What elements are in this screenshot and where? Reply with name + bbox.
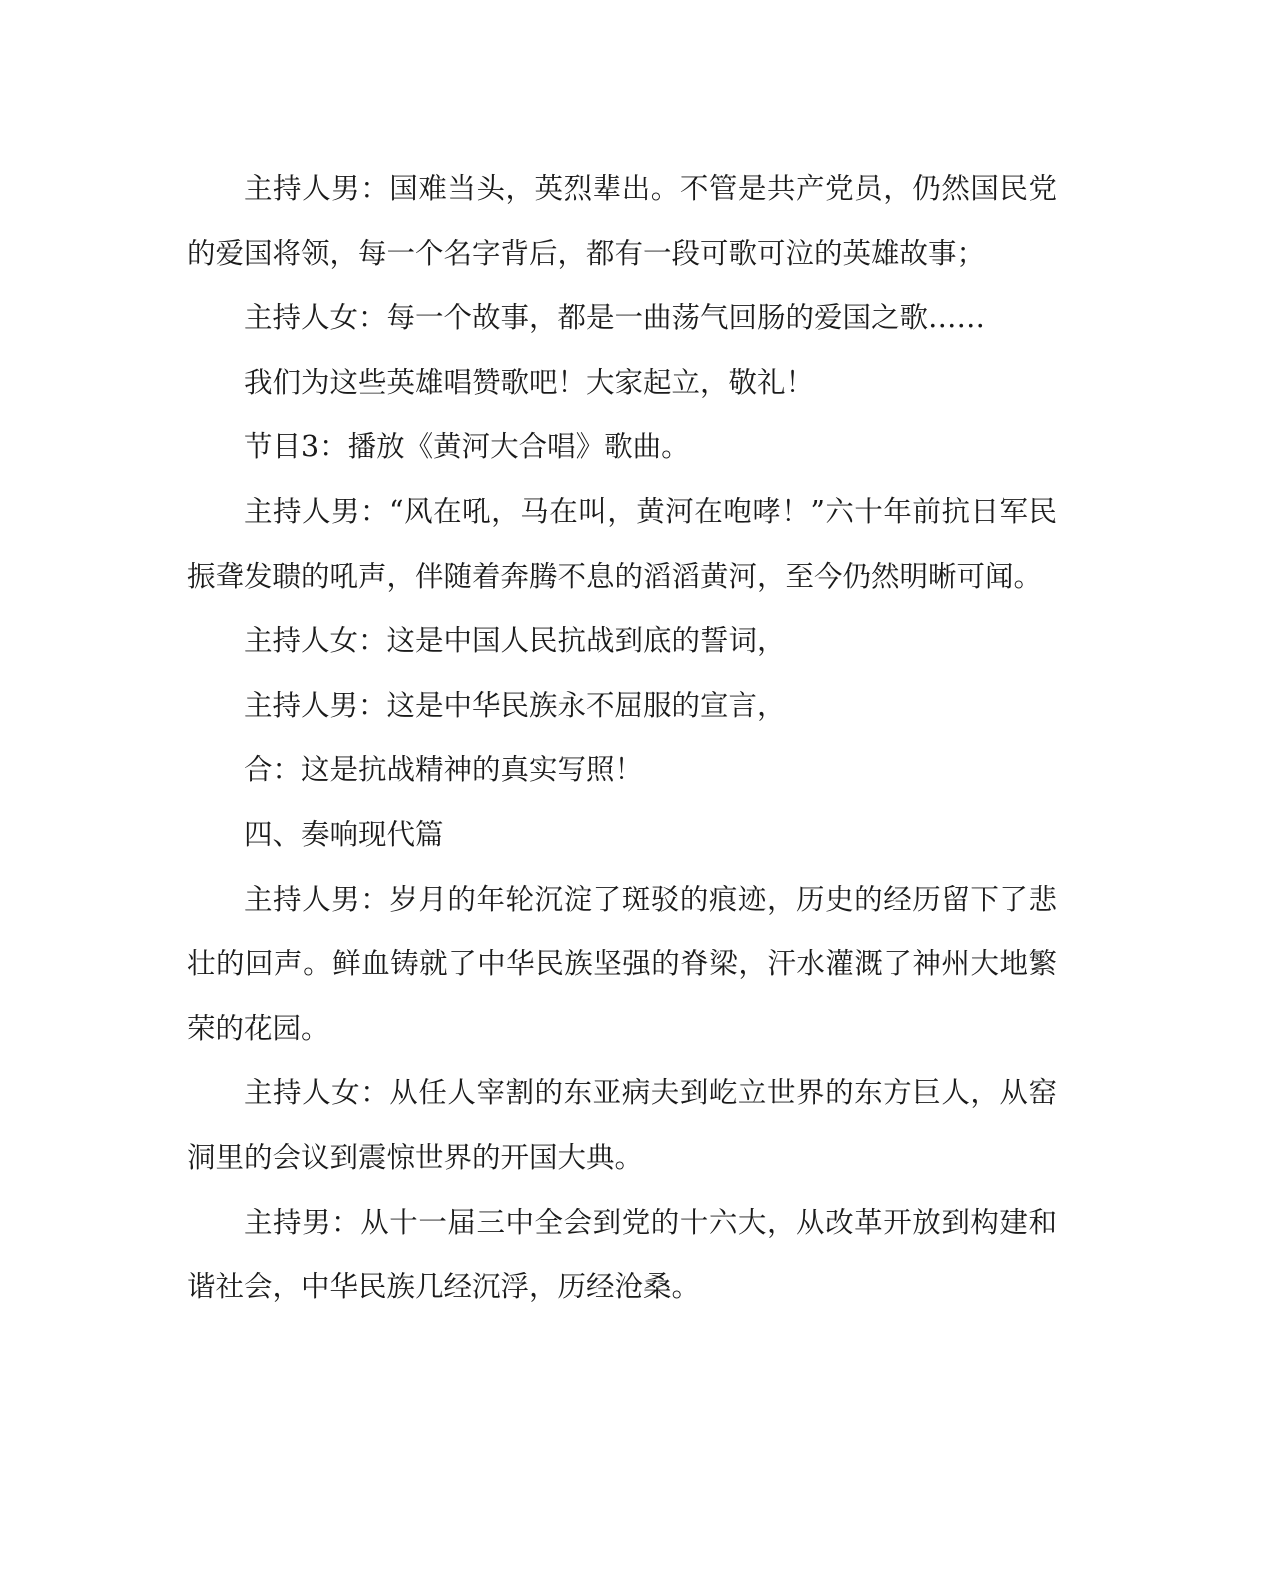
- document-body: [187, 157, 1057, 1320]
- section-heading-modern: 四、奏响现代篇: [244, 817, 444, 851]
- paragraph-host-female-story: 主持人女：每一个故事，都是一曲荡气回肠的爱国之歌……: [244, 301, 986, 335]
- paragraph-host-male-yellow-river: 主持人男：“风在吼，马在叫，黄河在咆哮！”六十年前抗日军民振聋发聩的吼声，伴随着奔腾不息的滔滔黄河，至今仍然明晰可闻。: [187, 494, 1057, 593]
- paragraph-together: 合：这是抗战精神的真实写照！: [244, 753, 644, 787]
- paragraph-host-male-declaration: 主持人男：这是中华民族永不屈服的宣言，: [244, 688, 786, 722]
- paragraph-host-male-years: 主持人男：岁月的年轮沉淀了斑驳的痕迹，历史的经历留下了悲壮的回声。鲜血铸就了中华民族坚强的脊梁，汗水灌溉了神州大地繁荣的花园。: [187, 882, 1057, 1045]
- paragraph-program-3: 节目3：播放《黄河大合唱》歌曲。: [244, 430, 690, 464]
- paragraph-host-male-heroes: 主持人男：国难当头，英烈辈出。不管是共产党员，仍然国民党的爱国将领，每一个名字背后，都有一段可歌可泣的英雄故事；: [187, 172, 1057, 270]
- paragraph-host-female-oath: 主持人女：这是中国人民抗战到底的誓词，: [244, 624, 786, 658]
- paragraph-host-female-giant: 主持人女：从任人宰割的东亚病夫到屹立世界的东方巨人，从窑洞里的会议到震惊世界的开国大典。: [187, 1076, 1057, 1174]
- paragraph-salute: 我们为这些英雄唱赞歌吧！大家起立，敬礼！: [244, 365, 815, 399]
- paragraph-host-male-reform: 主持男：从十一届三中全会到党的十六大，从改革开放到构建和谐社会，中华民族几经沉浮，历经沧桑。: [187, 1205, 1057, 1304]
